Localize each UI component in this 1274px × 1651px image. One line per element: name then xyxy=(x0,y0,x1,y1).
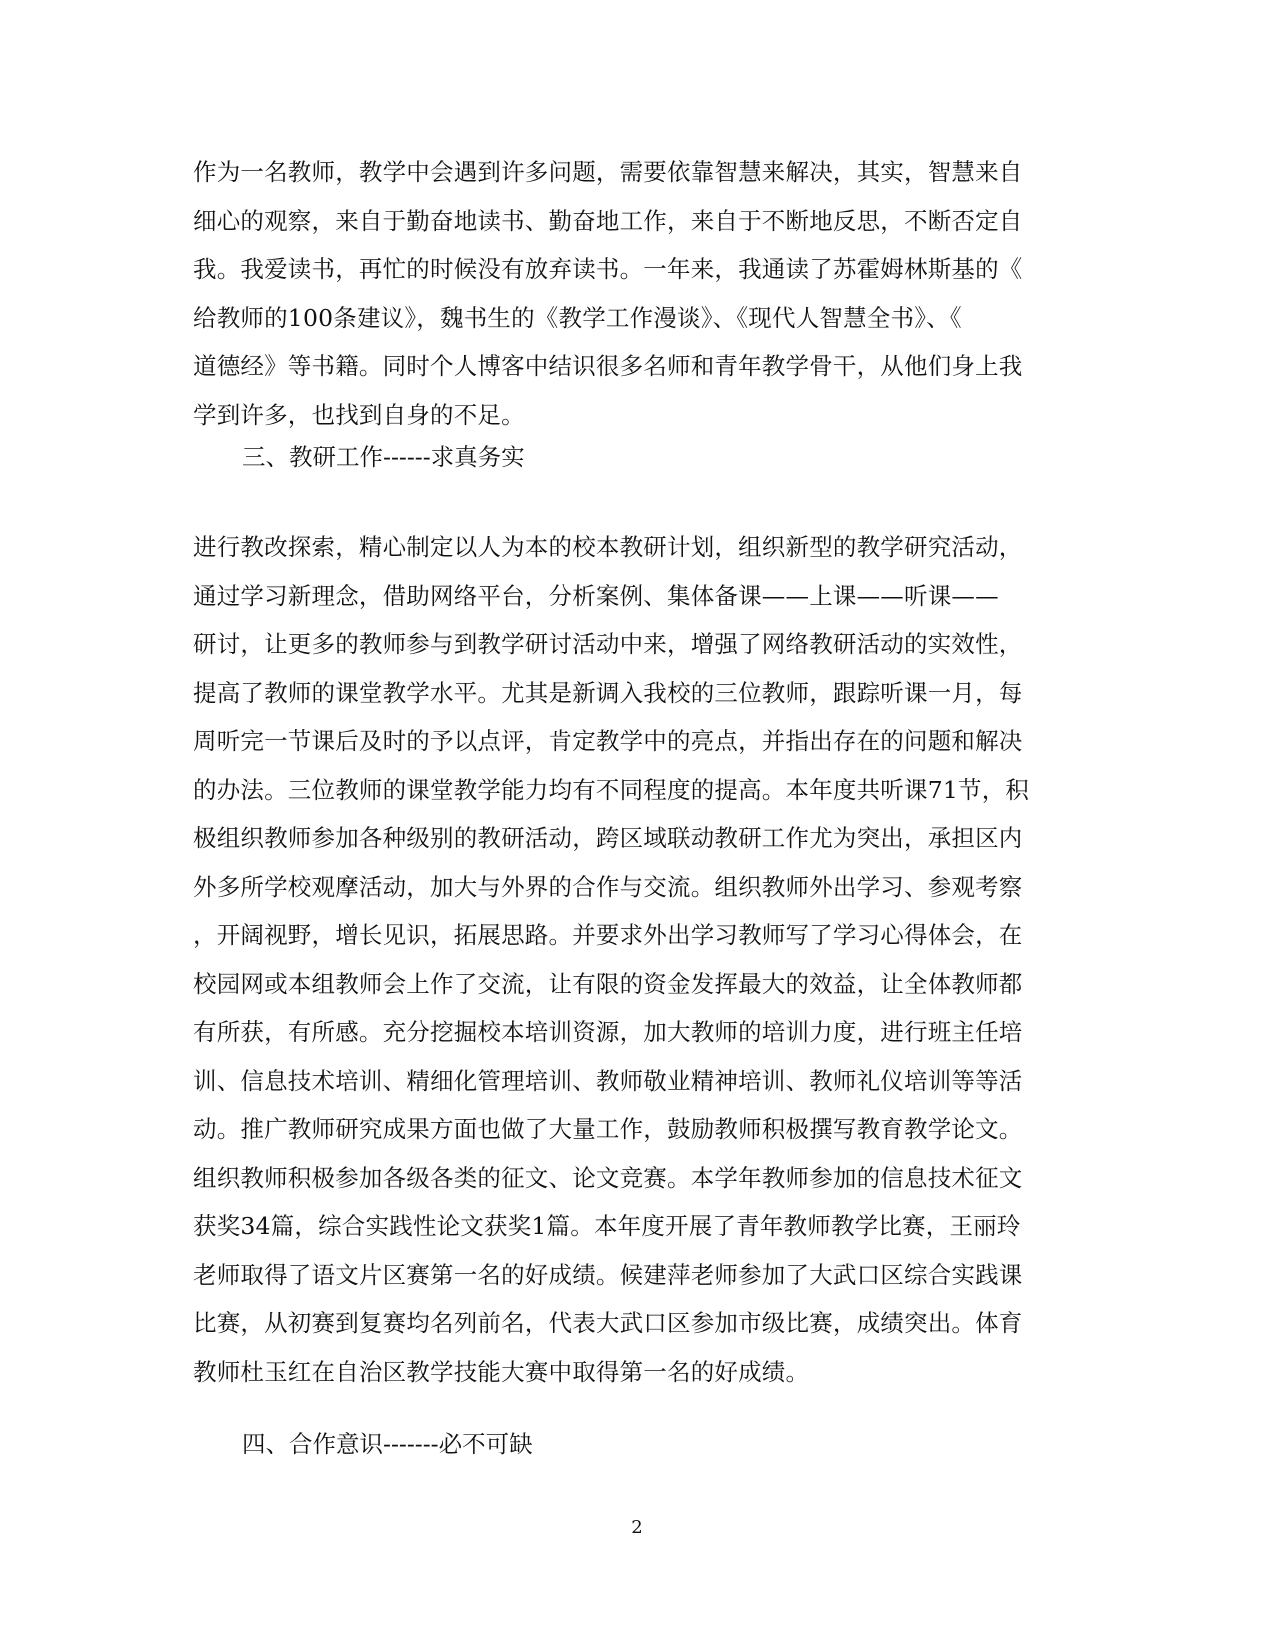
text-line: 通过学习新理念，借助网络平台，分析案例、集体备课——上课——听课—— xyxy=(193,581,999,610)
text-line: 学到许多，也找到自身的不足。 xyxy=(193,400,525,429)
text-line: 作为一名教师，教学中会遇到许多问题，需要依靠智慧来解决，其实，智慧来自 xyxy=(193,158,1023,186)
section-heading-4: 四、合作意识-------必不可缺 xyxy=(242,1430,533,1458)
text-line: 老师取得了语文片区赛第一名的好成绩。候建萍老师参加了大武口区综合实践课 xyxy=(193,1260,1023,1289)
text-line: 动。推广教师研究成果方面也做了大量工作，鼓励教师积极撰写教育教学论文。 xyxy=(193,1115,1023,1143)
text-line: 比赛，从初赛到复赛均名列前名，代表大武口区参加市级比赛，成绩突出。体育 xyxy=(193,1309,1023,1337)
text-line: 道德经》等书籍。同时个人博客中结识很多名师和青年教学骨干，从他们身上我 xyxy=(193,352,1023,380)
text-line: 极组织教师参加各种级别的教研活动，跨区域联动教研工作尤为突出，承担区内 xyxy=(193,824,1023,852)
paragraph-research xyxy=(193,523,1029,1396)
text-line: 外多所学校观摩活动，加大与外界的合作与交流。组织教师外出学习、参观考察 xyxy=(193,872,1023,901)
text-line: 细心的观察，来自于勤奋地读书、勤奋地工作，来自于不断地反思，不断否定自 xyxy=(193,206,1023,235)
section-heading-3: 三、教研工作------求真务实 xyxy=(242,443,525,471)
text-line: ，开阔视野，增长见识，拓展思路。并要求外出学习教师写了学习心得体会，在 xyxy=(193,921,1023,949)
text-line: 提高了教师的课堂教学水平。尤其是新调入我校的三位教师，跟踪听课一月，每 xyxy=(193,678,1023,707)
text-line: 有所获，有所感。充分挖掘校本培训资源，加大教师的培训力度，进行班主任培 xyxy=(193,1018,1023,1046)
text-line: 我。我爱读书，再忙的时候没有放弃读书。一年来，我通读了苏霍姆林斯基的《 xyxy=(193,255,1023,283)
text-line: 训、信息技术培训、精细化管理培训、教师敬业精神培训、教师礼仪培训等等活 xyxy=(193,1066,1023,1095)
page-number: 2 xyxy=(631,1517,643,1538)
text-line: 周听完一节课后及时的予以点评，肯定教学中的亮点，并指出存在的问题和解决 xyxy=(193,727,1023,755)
text-line: 校园网或本组教师会上作了交流，让有限的资金发挥最大的效益，让全体教师都 xyxy=(193,969,1023,998)
text-line: 给教师的100条建议》，魏书生的《教学工作漫谈》、《现代人智慧全书》、《 xyxy=(193,303,962,332)
text-line: 获奖34篇，综合实践性论文获奖1篇。本年度开展了青年教师教学比赛，王丽玲 xyxy=(193,1212,1021,1240)
text-line: 研讨，让更多的教师参与到教学研讨活动中来，增强了网络教研活动的实效性， xyxy=(193,630,1023,658)
text-line: 的办法。三位教师的课堂教学能力均有不同程度的提高。本年度共听课71节，积 xyxy=(193,775,1030,804)
paragraph-reading xyxy=(193,148,1023,439)
text-line: 进行教改探索，精心制定以人为本的校本教研计划，组织新型的教学研究活动， xyxy=(193,533,1023,561)
text-line: 组织教师积极参加各级各类的征文、论文竞赛。本学年教师参加的信息技术征文 xyxy=(193,1163,1023,1192)
text-line: 教师杜玉红在自治区教学技能大赛中取得第一名的好成绩。 xyxy=(193,1357,810,1386)
